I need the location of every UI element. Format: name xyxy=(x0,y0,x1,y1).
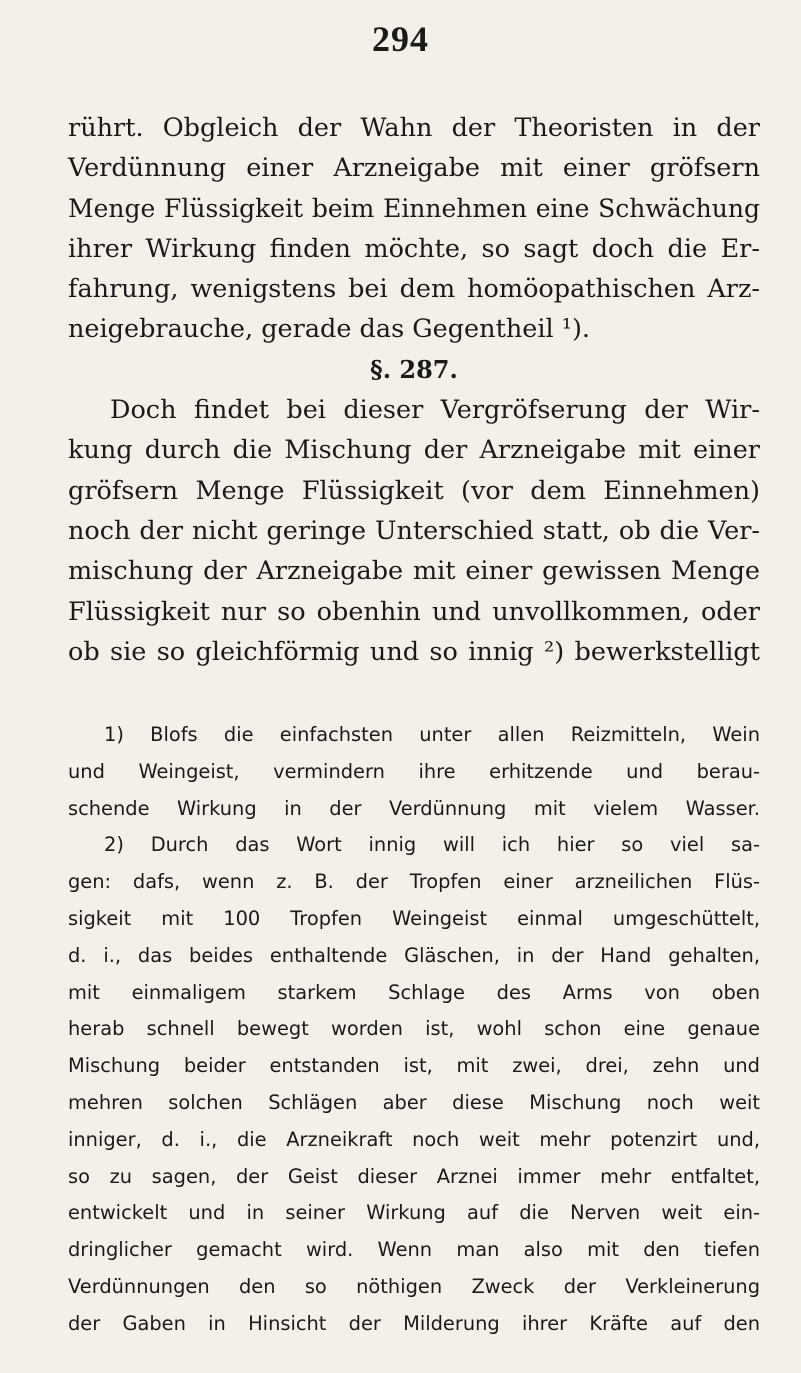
footnote-line: 2) Durch das Wort innig will ich hier so viel sa- xyxy=(104,833,760,857)
main-text-line: fahrung, wenigstens bei dem homöopathischen Arz- xyxy=(68,274,760,305)
main-text-line: kung durch die Mischung der Arzneigabe mit einer xyxy=(68,435,760,466)
footnote-line: herab schnell bewegt worden ist, wohl schon eine genaue xyxy=(68,1017,760,1041)
main-text-line: Doch findet bei dieser Vergröfserung der Wir- xyxy=(110,395,760,426)
page-number: 294 xyxy=(372,19,429,59)
footnotes xyxy=(68,717,760,1343)
footnote-line: inniger, d. i., die Arzneikraft noch weit mehr potenzirt und, xyxy=(68,1127,760,1151)
footnote-line: dringlicher gemacht wird. Wenn man also mit den tiefen xyxy=(68,1238,760,1262)
main-text-line: mischung der Arzneigabe mit einer gewissen Menge xyxy=(68,556,760,587)
main-text-line: gröfsern Menge Flüssigkeit (vor dem Einnehmen) xyxy=(68,475,760,506)
main-text-line: Flüssigkeit nur so obenhin und unvollkommen, oder xyxy=(68,596,760,627)
footnote-line: mit einmaligem starkem Schlage des Arms von oben xyxy=(68,980,760,1004)
main-text xyxy=(68,108,760,672)
footnote-line: schende Wirkung in der Verdünnung mit vielem Wasser. xyxy=(68,796,760,820)
footnote-line: mehren solchen Schlägen aber diese Mischung noch weit xyxy=(68,1090,760,1114)
main-text-line: neigebrauche, gerade das Gegentheil ¹). xyxy=(68,314,591,345)
main-text-line: rührt. Obgleich der Wahn der Theoristen in der xyxy=(68,113,760,143)
main-text-line: noch der nicht geringe Unterschied statt, ob die Ver- xyxy=(68,515,760,546)
main-text-line: Verdünnung einer Arzneigabe mit einer gröfsern xyxy=(68,153,760,184)
footnote-line: Verdünnungen den so nöthigen Zweck der Verkleinerung xyxy=(68,1274,760,1298)
footnote-line: 1) Blofs die einfachsten unter allen Reizmitteln, Wein xyxy=(104,723,760,746)
footnote-line: und Weingeist, vermindern ihre erhitzende und berau- xyxy=(68,759,760,783)
footnote-line: d. i., das beides enthaltende Gläschen, in der Hand gehalten, xyxy=(68,943,760,967)
footnote-line: gen: dafs, wenn z. B. der Tropfen einer arzneilichen Flüs- xyxy=(68,870,760,894)
main-text-line: ob sie so gleichförmig und so innig ²) bewerkstelligt xyxy=(68,636,760,667)
footnote-line: entwickelt und in seiner Wirkung auf die Nerven weit ein- xyxy=(68,1201,760,1225)
footnote-line: sigkeit mit 100 Tropfen Weingeist einmal umgeschüttelt, xyxy=(68,906,760,930)
footnote-line: der Gaben in Hinsicht der Milderung ihrer Kräfte auf den xyxy=(68,1311,760,1335)
main-text-line: ihrer Wirkung finden möchte, so sagt doch die Er- xyxy=(68,233,760,264)
section-heading: §. 287. xyxy=(370,354,458,384)
footnote-line: so zu sagen, der Geist dieser Arznei immer mehr entfaltet, xyxy=(68,1164,760,1188)
main-text-line: Menge Flüssigkeit beim Einnehmen eine Schwächung xyxy=(68,193,760,223)
footnote-line: Mischung beider entstanden ist, mit zwei, drei, zehn und xyxy=(68,1054,760,1078)
